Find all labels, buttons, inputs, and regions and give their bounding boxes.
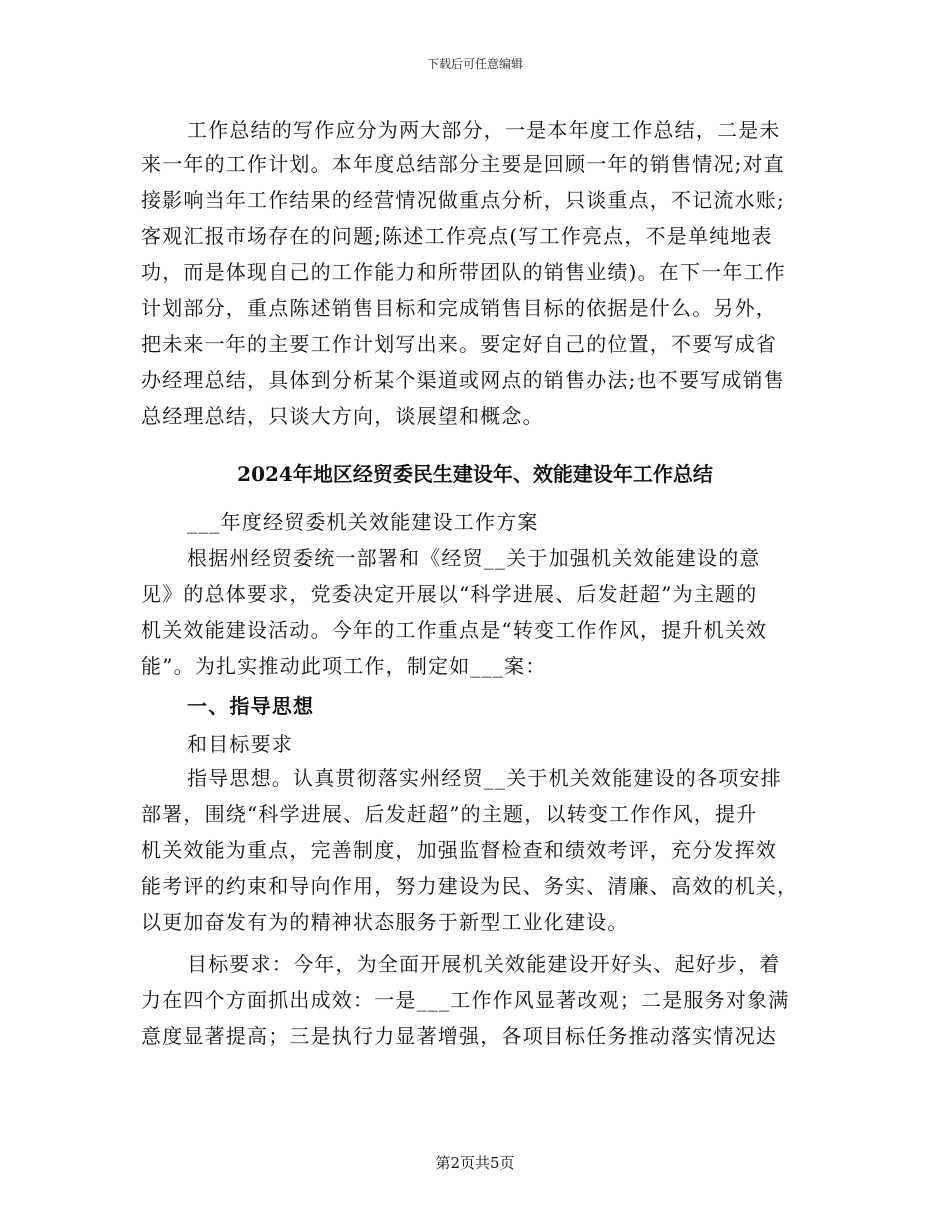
- intro-line-6: 计划部分，重点陈述销售目标和完成销售目标的依据是什么。另外，: [141, 296, 777, 320]
- intro-line-2: 来一年的工作计划。本年度总结部分主要是回顾一年的销售情况;对直: [141, 152, 785, 176]
- section-line-1: 和目标要求: [187, 732, 293, 756]
- section-line-9: 意度显著提高；三是执行力显著增强，各项目标任务推动落实情况达: [141, 1024, 777, 1048]
- document-title: 2024年地区经贸委民生建设年、效能建设年工作总结: [237, 462, 713, 486]
- intro-line-3: 接影响当年工作结果的经营情况做重点分析，只谈重点，不记流水账;: [141, 188, 785, 212]
- section-line-7: 目标要求：今年，为全面开展机关效能建设开好头、起好步，着: [187, 952, 781, 976]
- intro-line-8: 办经理总结，具体到分析某个渠道或网点的销售办法;也不要写成销售: [141, 368, 785, 392]
- intro-line-7: 把未来一年的主要工作计划写出来。要定好自己的位置，不要写成省: [141, 332, 777, 356]
- section-line-6: 以更加奋发有为的精神状态服务于新型工业化建设。: [141, 910, 629, 934]
- page-header: 下载后可任意编辑: [426, 57, 523, 71]
- body-line-4: 机关效能建设活动。今年的工作重点是“转变工作作风，提升机关效: [141, 618, 768, 642]
- body-line-1: ___年度经贸委机关效能建设工作方案: [187, 510, 539, 534]
- intro-line-9: 总经理总结，只谈大方向，谈展望和概念。: [141, 404, 544, 428]
- section-line-3: 部署，围绕“科学进展、后发赶超”的主题，以转变工作作风，提升: [141, 802, 758, 826]
- section-line-4: 机关效能为重点，完善制度，加强监督检查和绩效考评，充分发挥效: [141, 838, 777, 862]
- page-footer: 第2页共5页: [435, 1154, 515, 1172]
- intro-line-4: 客观汇报市场存在的问题;陈述工作亮点(写工作亮点，不是单纯地表: [141, 224, 773, 248]
- section-heading: 一、指导思想: [187, 694, 315, 718]
- section-line-5: 能考评的约束和导向作用，努力建设为民、务实、清廉、高效的机关，: [141, 874, 799, 898]
- section-line-2: 指导思想。认真贯彻落实州经贸__关于机关效能建设的各项安排: [187, 766, 782, 790]
- body-line-3: 见》的总体要求，党委决定开展以“科学进展、后发赶超”为主题的: [141, 582, 758, 606]
- body-line-5: 能”。为扎实推动此项工作，制定如___案：: [141, 654, 547, 678]
- section-line-8: 力在四个方面抓出成效：一是___工作作风显著改观；二是服务对象满: [141, 988, 790, 1012]
- body-line-2: 根据州经贸委统一部署和《经贸__关于加强机关效能建设的意: [187, 546, 761, 570]
- intro-line-5: 功，而是体现自己的工作能力和所带团队的销售业绩)。在下一年工作: [141, 260, 787, 284]
- intro-line-1: 工作总结的写作应分为两大部分，一是本年度工作总结，二是未: [187, 118, 781, 142]
